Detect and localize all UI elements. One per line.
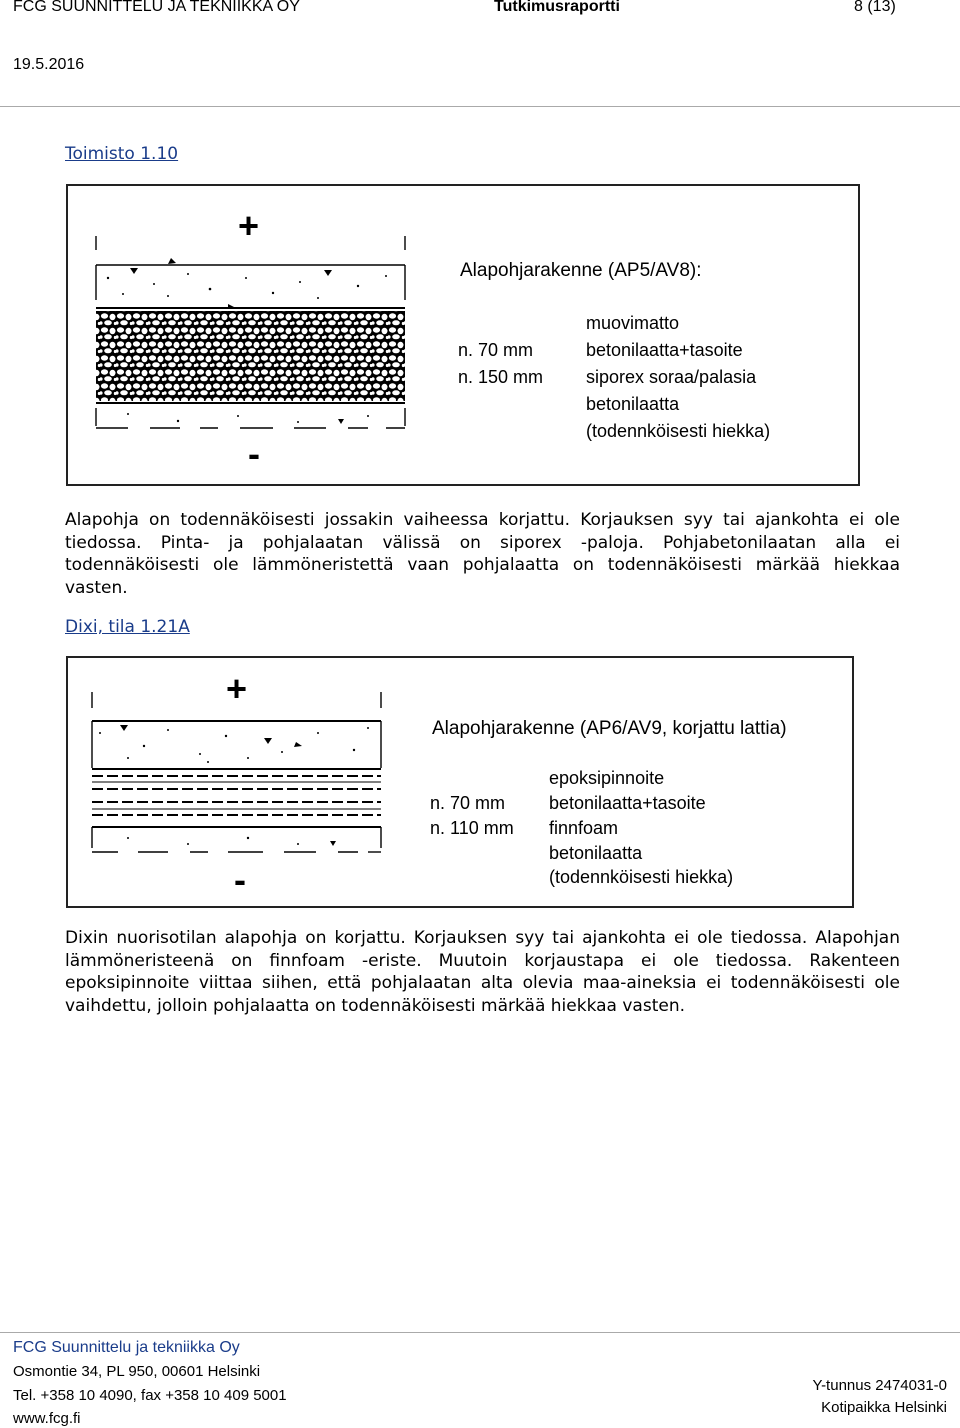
layer-label: betonilaatta <box>549 843 643 863</box>
body-paragraph: Alapohja on todennäköisesti jossakin vaiheessa korjattu. Korjauksen syy tai ajankohta ei ole tiedossa. Pinta- ja pohjalaatan välissä on siporex -paloja. Pohjabetonilaatan alla ei todennäköisesti ole lämmöneristettä vaan pohjalaatta on todennäköisesti märkää hiekkaa vasten. <box>65 510 900 598</box>
footer-address: Osmontie 34, PL 950, 00601 Helsinki <box>13 1363 261 1380</box>
layer-label: (todennköisesti hiekka) <box>586 421 771 441</box>
figure-floor-structure-ap6 <box>66 656 854 908</box>
layer-label: finnfoam <box>549 818 619 838</box>
thickness-label: n. 150 mm <box>458 367 544 387</box>
footer-company: FCG Suunnittelu ja tekniikka Oy <box>13 1339 240 1356</box>
layer-label: epoksipinnoite <box>549 768 665 788</box>
structure-title: Alapohjarakenne (AP5/AV8): <box>460 260 702 281</box>
section-link-dixi[interactable]: Dixi, tila 1.21A <box>65 617 190 637</box>
negative-side-marker: - <box>248 433 260 474</box>
negative-side-marker: - <box>234 859 246 900</box>
positive-side-marker: + <box>226 668 248 709</box>
layer-label: muovimatto <box>586 313 680 333</box>
section-link-toimisto[interactable]: Toimisto 1.10 <box>65 144 179 164</box>
footer-phone: Tel. +358 10 4090, fax +358 10 409 5001 <box>13 1387 287 1404</box>
header-date: 19.5.2016 <box>13 56 85 73</box>
body-paragraph: Dixin nuorisotilan alapohja on korjattu. Korjauksen syy tai ajankohta ei ole tiedossa. Alapohjan lämmöneristeenä on finnfoam -eriste. Muutoin korjaustapa ei ole tiedossa. Rakenteen epoksipinnoite viittaa siihen, että pohjalaatan alta olevia maa-aineksia ei todennäköisesti ole vaihdettu, jolloin pohjalaatta on todennäköisesti märkää hiekkaa vasten. <box>65 928 900 1016</box>
thickness-label: n. 70 mm <box>430 793 506 813</box>
floor-layer-diagram-ap6 <box>68 658 852 906</box>
thickness-label: n. 110 mm <box>430 818 514 838</box>
structure-title: Alapohjarakenne (AP6/AV9, korjattu lattia) <box>432 718 787 739</box>
thickness-label: n. 70 mm <box>458 340 534 360</box>
layer-label: betonilaatta+tasoite <box>586 340 743 360</box>
positive-side-marker: + <box>238 205 260 246</box>
footer-divider <box>0 1332 960 1333</box>
layer-label: siporex soraa/palasia <box>586 367 757 387</box>
footer-website-link[interactable]: www.fcg.fi <box>13 1410 81 1427</box>
figure-floor-structure-ap5 <box>66 184 860 486</box>
layer-label: betonilaatta <box>586 394 680 414</box>
header-company: FCG SUUNNITTELU JA TEKNIIKKA OY <box>13 0 300 15</box>
layer-label: betonilaatta+tasoite <box>549 793 706 813</box>
header-divider <box>0 106 960 107</box>
header-title: Tutkimusraportti <box>494 0 620 15</box>
footer-business-id: Y-tunnus 2474031-0 <box>812 1377 947 1394</box>
header-page-number: 8 (13) <box>854 0 896 15</box>
footer-domicile: Kotipaikka Helsinki <box>821 1399 947 1416</box>
layer-label: (todennköisesti hiekka) <box>549 867 734 887</box>
